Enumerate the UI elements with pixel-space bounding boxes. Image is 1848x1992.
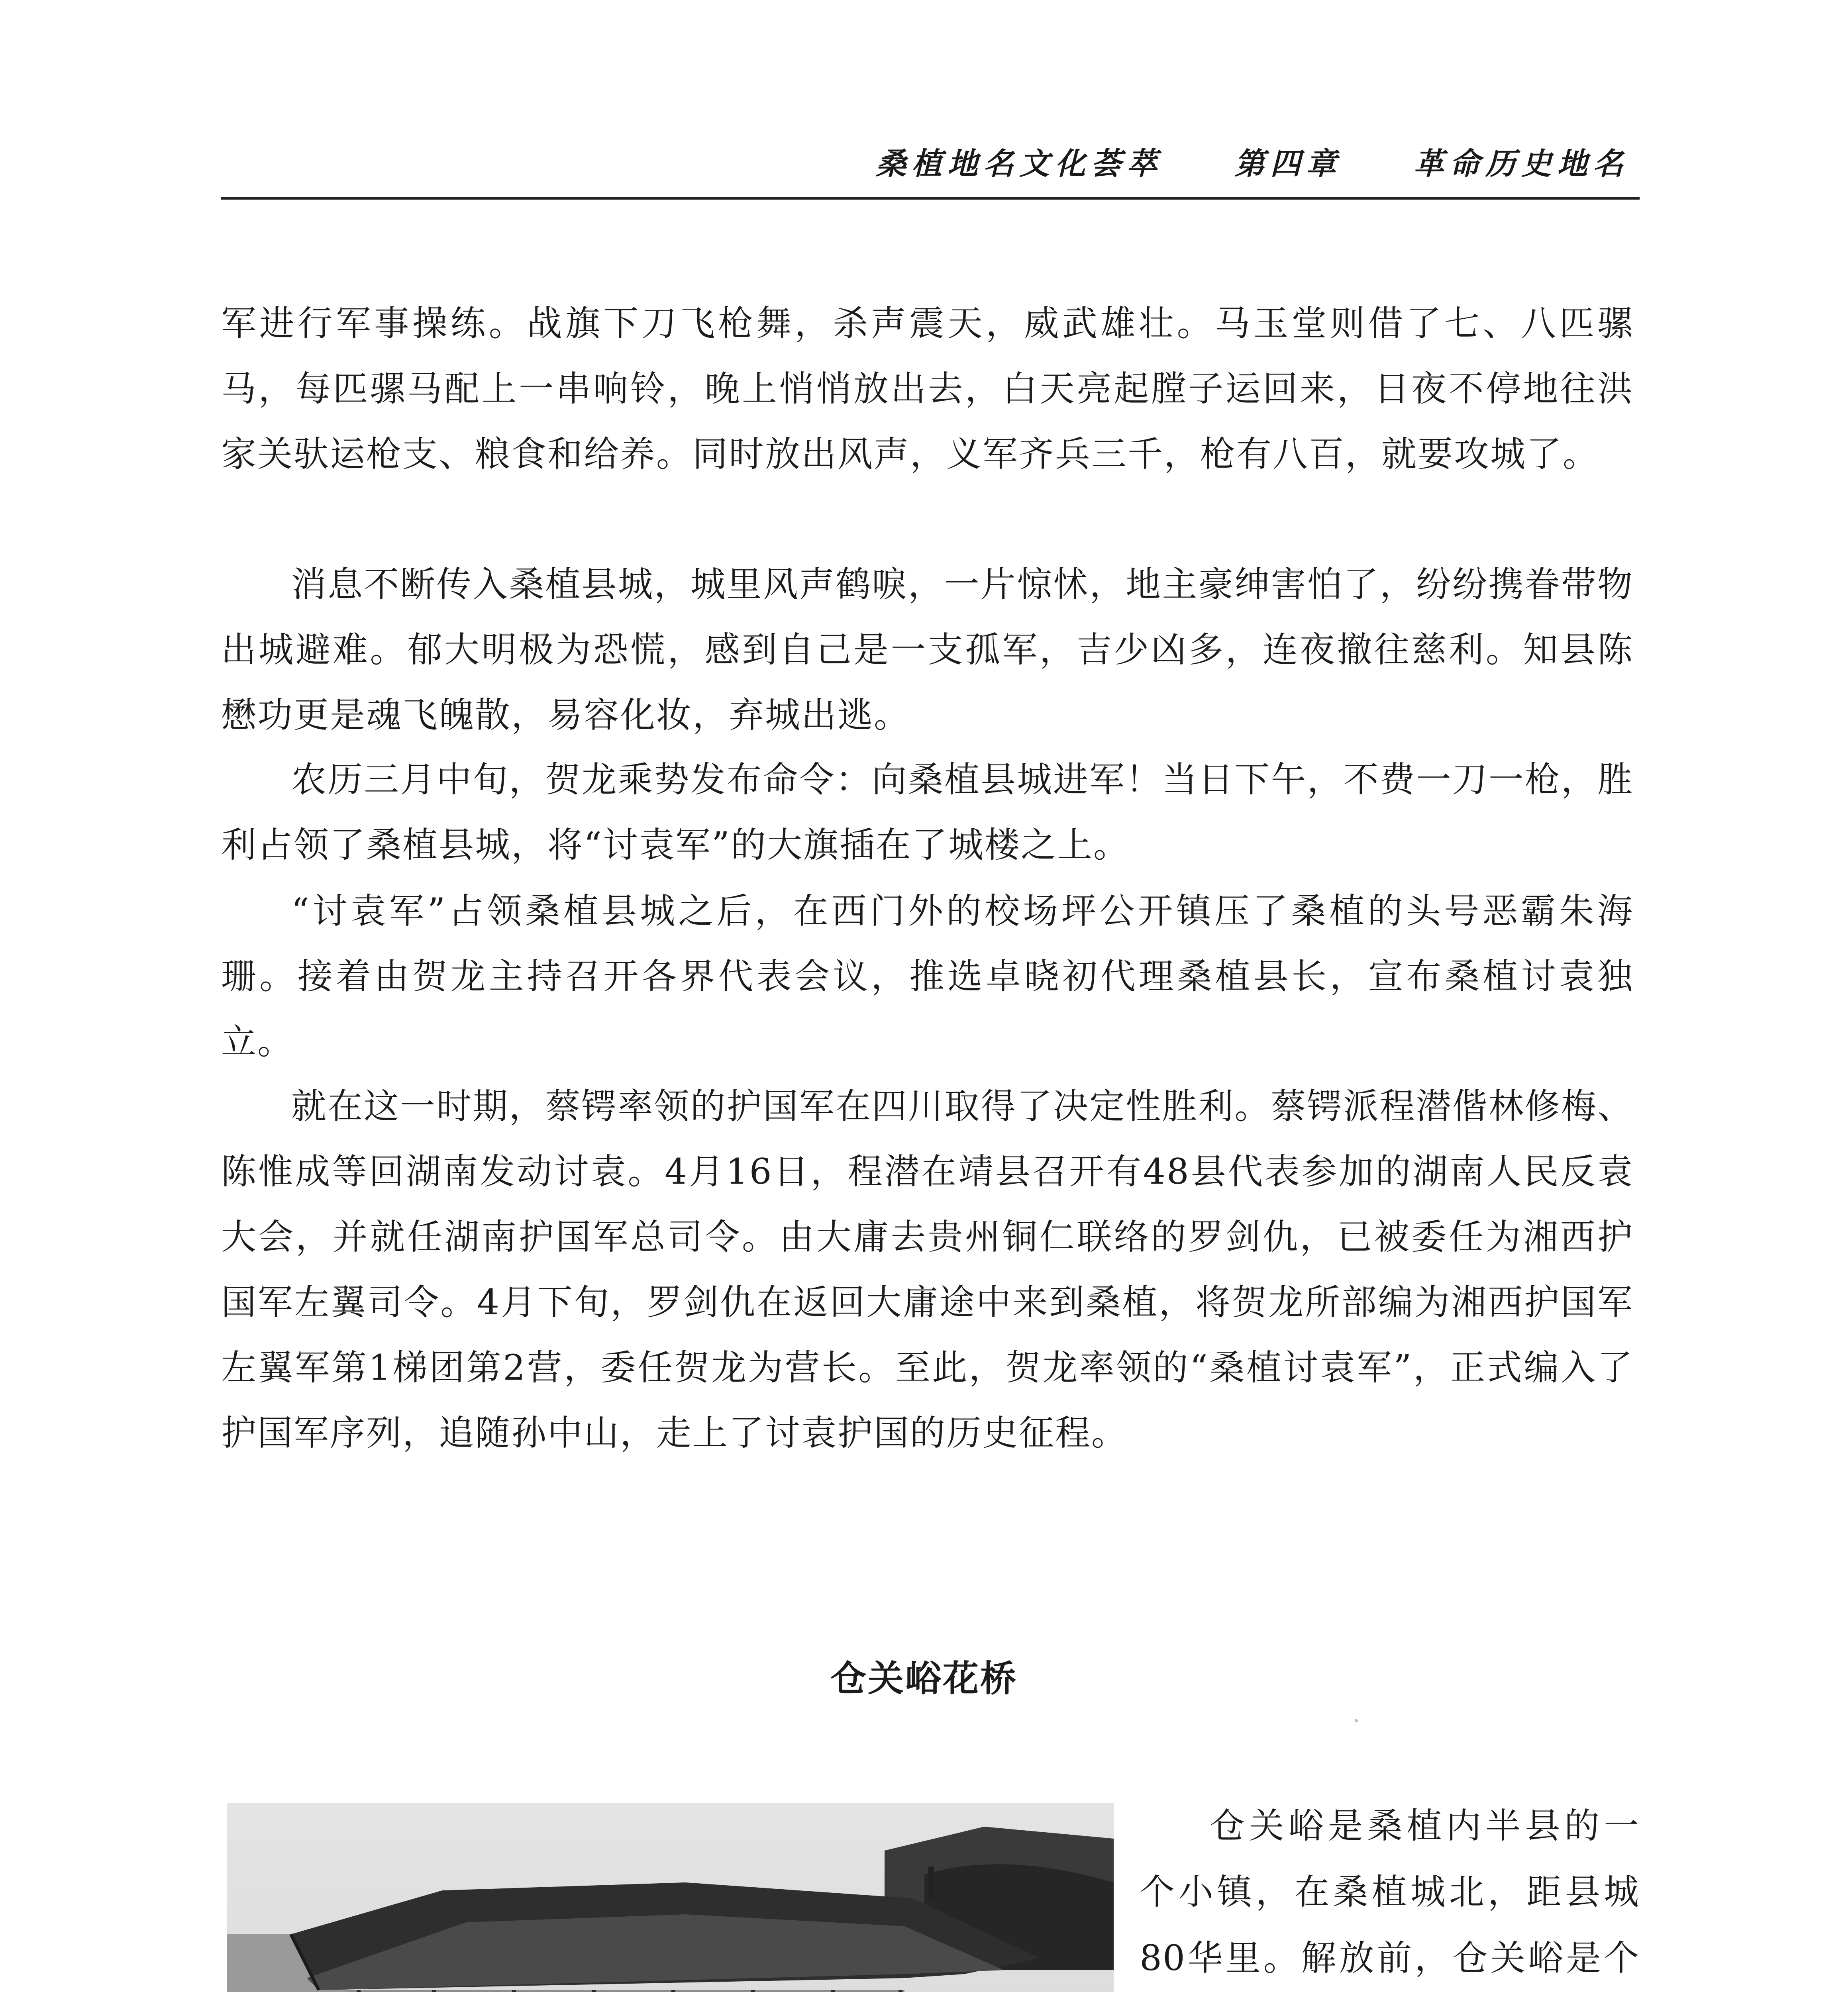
section-title: 仓关峪花桥: [830, 1658, 1018, 1700]
header-rule: [221, 197, 1640, 200]
header-chapter: 第四章: [1234, 146, 1342, 181]
paragraph-2: 消息不断传入桑植县城，城里风声鹤唳，一片惊怵，地主豪绅害怕了，纷纷携眷带物出城避难。郁大明极为恐慌，感到自己是一支孤军，吉少凶多，连夜撤往慈利。知县陈懋功更是魂飞魄散，易容化妆，弃城出逃。: [221, 564, 1634, 735]
stray-mark: [1355, 1719, 1358, 1722]
section-body: 仓关峪是桑植内半县的一个小镇，在桑植城北，距县城80华里。解放前，仓关峪是个: [1140, 1805, 1640, 1978]
paragraph-3: 农历三月中旬，贺龙乘势发布命令：向桑植县城进军！当日下午，不费一刀一枪，胜利占领了桑植县城，将“讨袁军”的大旗插在了城楼之上。: [221, 759, 1634, 865]
header-book-title: 桑植地名文化荟萃: [876, 146, 1163, 181]
paragraph-1: 军进行军事操练。战旗下刀飞枪舞，杀声震天，威武雄壮。马玉堂则借了七、八匹骡马，每匹骡马配上一串响铃，晚上悄悄放出去，白天亮起膛子运回来，日夜不停地往洪家关驮运枪支、粮食和给养。同时放出风声，义军齐兵三千，枪有八百，就要攻城了。: [221, 303, 1634, 474]
paragraph-4: “讨袁军”占领桑植县城之后，在西门外的校场坪公开镇压了桑植的头号恶霸朱海珊。接着由贺龙主持召开各界代表会议，推选卓晓初代理桑植县长，宣布桑植讨袁独立。: [221, 890, 1634, 1062]
covered-bridge-photo: [227, 1803, 1114, 1992]
paragraph-5: 就在这一时期，蔡锷率领的护国军在四川取得了决定性胜利。蔡锷派程潜偕林修梅、陈惟成等回湖南发动讨袁。4月16日，程潜在靖县召开有48县代表参加的湖南人民反袁大会，并就任湖南护国军总司令。由大庸去贵州铜仁联络的罗剑仇，已被委任为湘西护国军左翼司令。4月下旬，罗剑仇在返回大庸途中来到桑植，将贺龙所部编为湘西护国军左翼军第1梯团第2营，委任贺龙为营长。至此，贺龙率领的“桑植讨袁军”，正式编入了护国军序列，追随孙中山，走上了讨袁护国的历史征程。: [221, 1086, 1634, 1453]
running-header: [876, 139, 1629, 183]
header-chapter-title: 革命历史地名: [1414, 146, 1629, 181]
